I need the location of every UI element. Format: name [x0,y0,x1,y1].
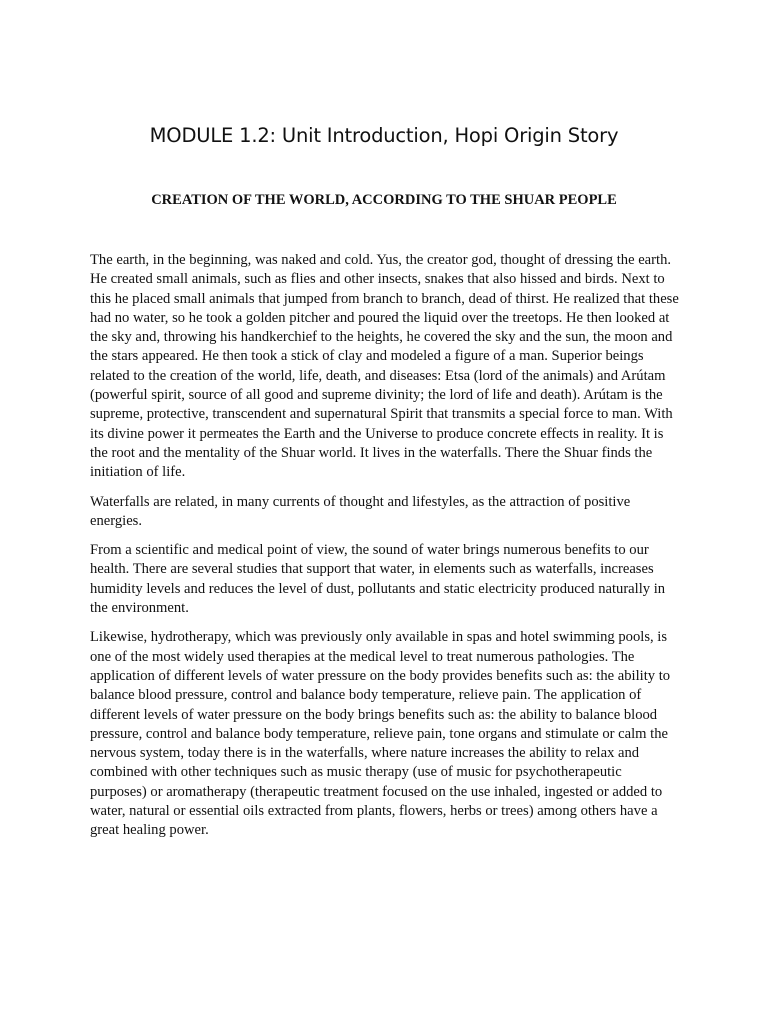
body-text [90,251,682,851]
paragraph-creation-myth: The earth, in the beginning, was naked and cold. Yus, the creator god, thought of dressing the earth. He created small animals, such as flies and other insects, snakes that also hissed and birds. Next to this he placed small animals that jumped from branch to branch, dead of thirst. He realized that these had no water, so he took a golden pitcher and poured the liquid over the treetops. He then looked at the sky and, throwing his handkerchief to the heights, he covered the sky and the sun, the moon and the stars appeared. He then took a stick of clay and modeled a figure of a man. Superior beings related to the creation of the world, life, death, and diseases: Etsa (lord of the animals) and Arútam (powerful spirit, source of all good and supreme divinity; the lord of life and death). Arútam is the supreme, protective, transcendent and supernatural Spirit that transmits a special force to man. With its divine power it permeates the Earth and the Universe to produce concrete effects in reality. It is the root and the mentality of the Shuar world. It lives in the waterfalls. There the Shuar finds the initiation of life. [90,252,679,481]
section-heading: CREATION OF THE WORLD, ACCORDING TO THE SHUAR PEOPLE [151,192,617,208]
module-title: MODULE 1.2: Unit Introduction, Hopi Origin Story [149,124,619,147]
paragraph-scientific-benefits: From a scientific and medical point of view, the sound of water brings numerous benefits to our health. There are several studies that support that water, in elements such as waterfalls, increases humidity levels and reduces the level of dust, pollutants and static electricity produced naturally in the environment. [90,542,666,617]
paragraph-hydrotherapy: Likewise, hydrotherapy, which was previously only available in spas and hotel swimming pools, is one of the most widely used therapies at the medical level to treat numerous pathologies. The application of different levels of water pressure on the body provides benefits such as: the ability to balance blood pressure, control and balance body temperature, relieve pain. The application of different levels of water pressure on the body brings benefits such as: the ability to balance blood pressure, control and balance body temperature, relieve pain, tone organs and stimulate or calm the nervous system, today there is in the waterfalls, where nature increases the ability to relax and combined with other techniques such as music therapy (use of music for psychotherapeutic purposes) or aromatherapy (therapeutic treatment focused on the use inhaled, ingested or added to water, natural or essential oils extracted from plants, flowers, herbs or trees) among others have a great healing power. [90,629,671,839]
paragraph-waterfall-energies: Waterfalls are related, in many currents of thought and lifestyles, as the attraction of positive energies. [90,493,631,529]
